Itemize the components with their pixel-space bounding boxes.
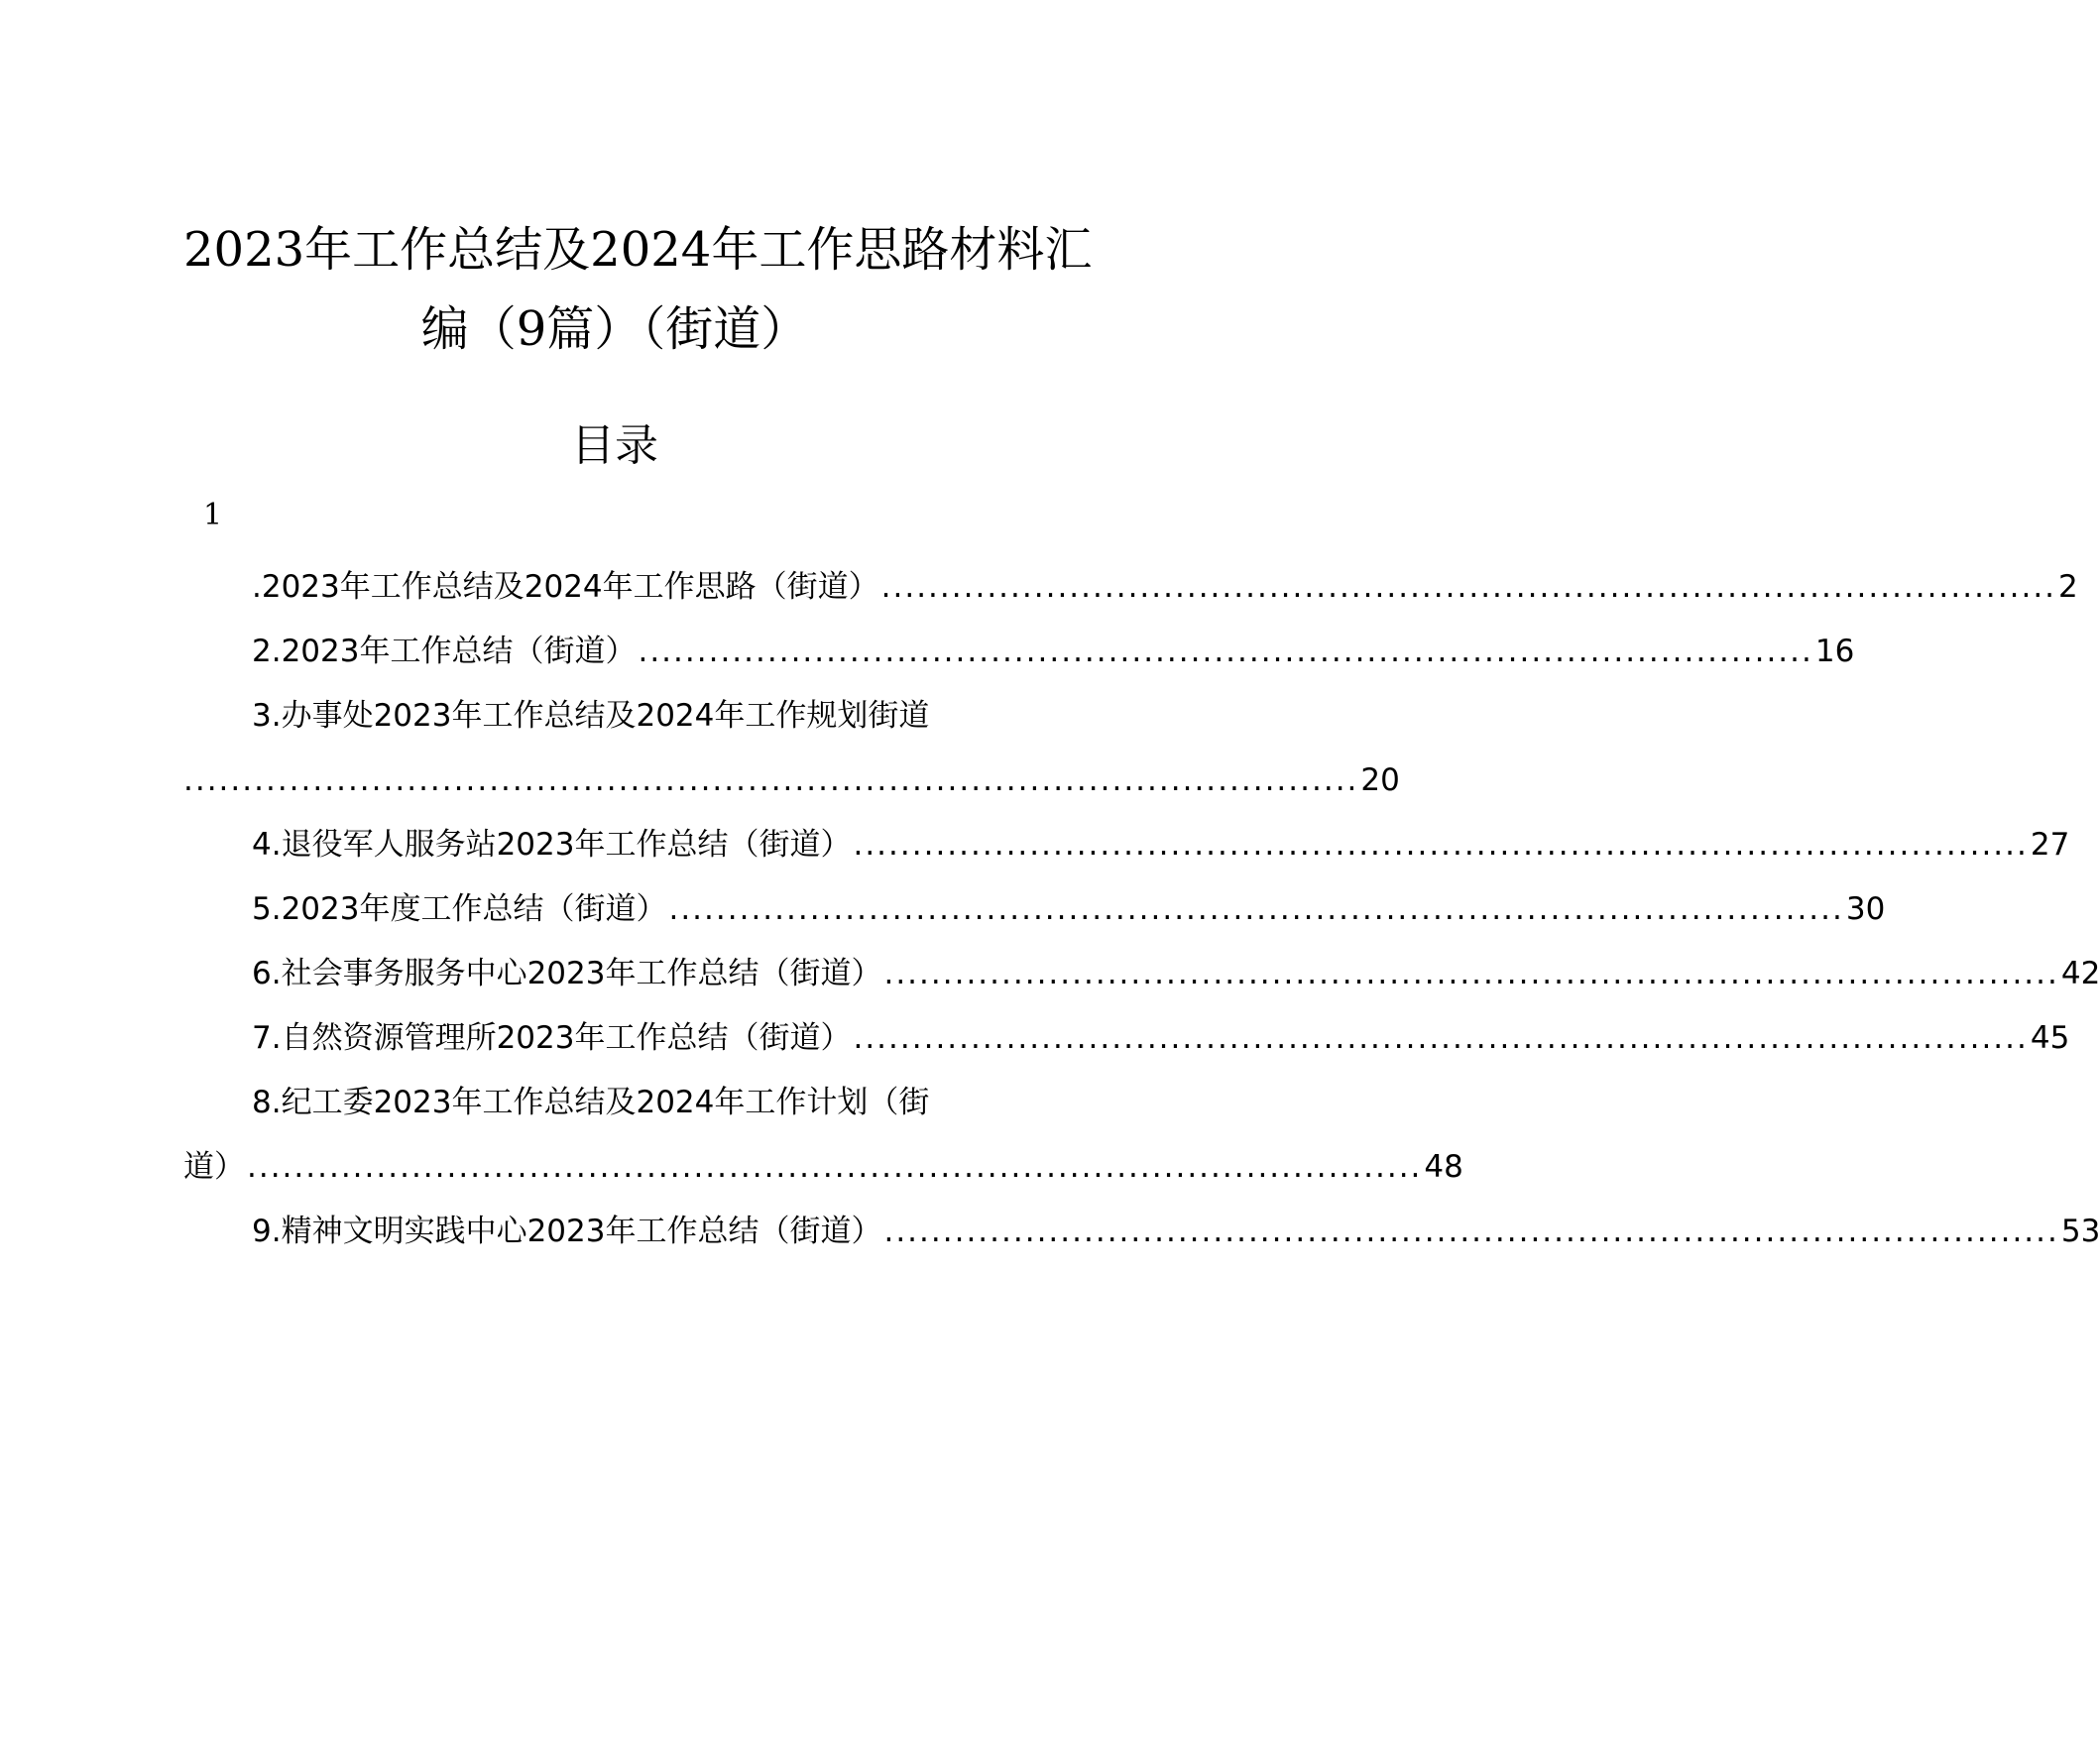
toc-entry-title: .2023年工作总结及2024年工作思路（街道） [252, 569, 879, 605]
toc-entry-7[interactable] [183, 1006, 2070, 1071]
stray-number: 1 [203, 498, 223, 532]
toc-entry-title: 2.2023年工作总结（街道） [252, 634, 637, 669]
toc-leader: .................................................................................................... [853, 1020, 2029, 1056]
toc-page-number: 53 [2060, 1214, 2100, 1249]
table-of-contents [183, 555, 2100, 1264]
toc-leader: .................................................................................................... [853, 827, 2029, 863]
toc-leader: .................................................................................................... [883, 1214, 2059, 1249]
title-line-1: 2023年工作总结及2024年工作思路材料汇 [183, 222, 1093, 278]
toc-leader: .................................................................................................... [883, 956, 2059, 991]
toc-entry-9[interactable] [183, 1200, 2100, 1264]
toc-leader: .................................................................................................... [638, 634, 1813, 669]
toc-leader: .................................................................................................... [880, 569, 2057, 605]
toc-entry-title: 9.精神文明实践中心2023年工作总结（街道） [252, 1214, 882, 1249]
toc-entry-8-line-1[interactable] [183, 1071, 1046, 1135]
toc-entry-4[interactable] [183, 813, 2070, 877]
toc-entry-2[interactable] [183, 620, 1855, 684]
toc-entry-title: 3.办事处2023年工作总结及2024年工作规划街道 [252, 698, 930, 734]
toc-entry-title: 6.社会事务服务中心2023年工作总结（街道） [252, 956, 882, 991]
toc-entry-8-line-2[interactable] [183, 1135, 1463, 1200]
toc-page-number: 48 [1424, 1149, 1463, 1185]
title-line-2: 编（9篇）（街道） [420, 301, 809, 357]
toc-entry-1[interactable] [183, 555, 2078, 620]
document-title [183, 210, 1093, 369]
toc-entry-title: 5.2023年度工作总结（街道） [252, 891, 667, 927]
toc-entry-6[interactable] [183, 942, 2100, 1006]
toc-page-number: 27 [2030, 827, 2070, 863]
toc-entry-5[interactable] [183, 877, 1886, 942]
toc-page-number: 30 [1845, 891, 1886, 927]
toc-page-number: 45 [2030, 1020, 2070, 1056]
toc-leader: .................................................................................................... [247, 1149, 1423, 1185]
toc-entry-title-continued: 道） [183, 1149, 245, 1185]
toc-entry-title: 8.纪工委2023年工作总结及2024年工作计划（街 [252, 1085, 930, 1120]
toc-page-number: 2 [2058, 569, 2078, 605]
toc-leader: .................................................................................................... [183, 762, 1359, 798]
toc-leader: .................................................................................................... [668, 891, 1844, 927]
toc-entry-title: 4.退役军人服务站2023年工作总结（街道） [252, 827, 852, 863]
toc-entry-3-line-1[interactable] [183, 684, 1046, 749]
toc-entry-3-line-2[interactable] [183, 749, 1400, 813]
toc-heading: 目录 [571, 420, 658, 471]
toc-entry-title: 7.自然资源管理所2023年工作总结（街道） [252, 1020, 852, 1056]
toc-page-number: 16 [1814, 634, 1855, 669]
toc-page-number: 20 [1360, 762, 1400, 798]
toc-page-number: 42 [2060, 956, 2100, 991]
